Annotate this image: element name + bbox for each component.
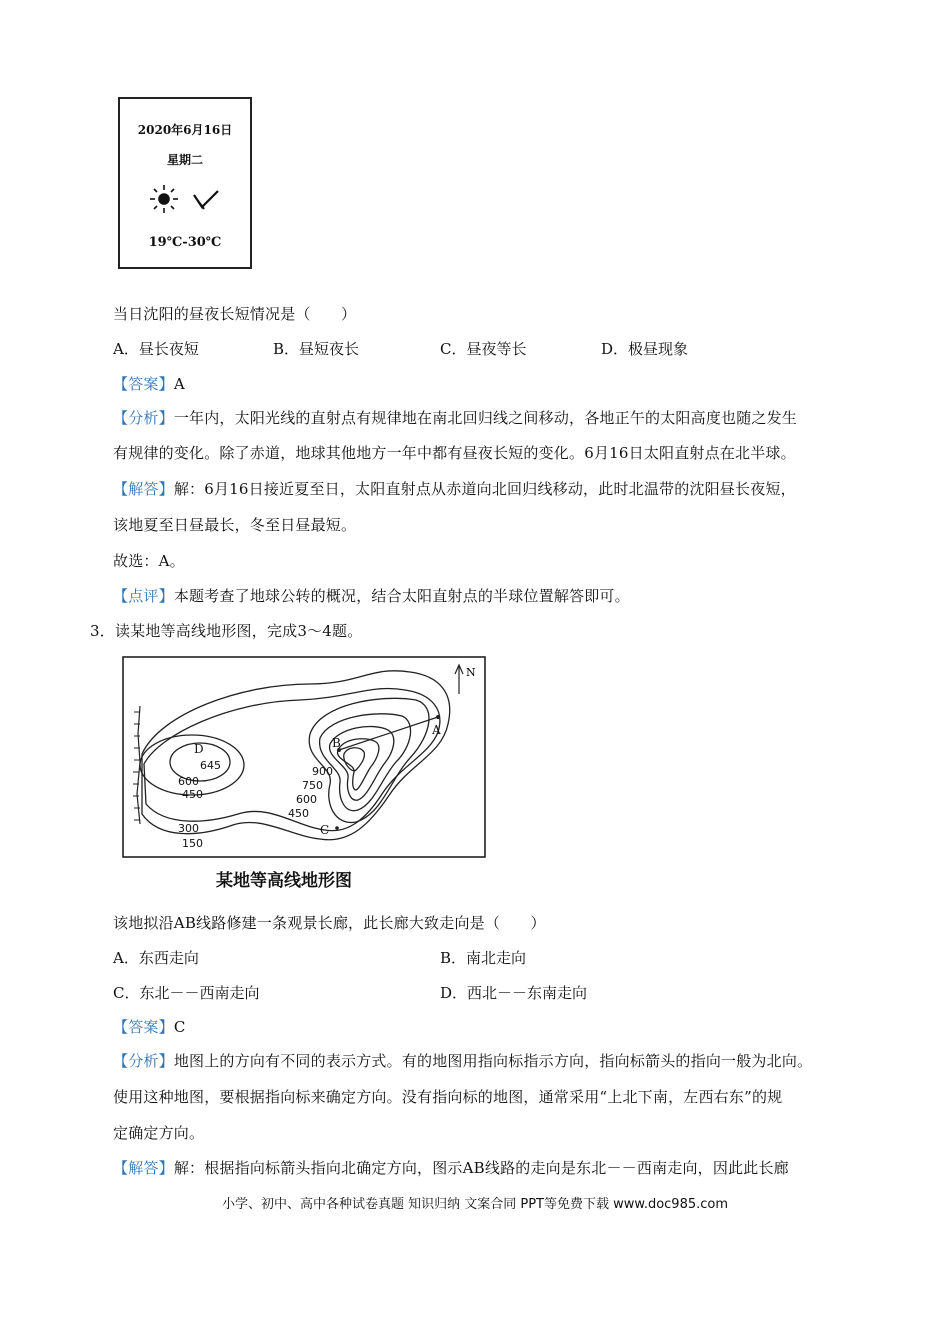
solution-tag: 【解答】 — [113, 1159, 174, 1177]
q3-analysis-line-2: 使用这种地图，要根据指向标来确定方向。没有指向标的地图，通常采用“上北下南，左西右东”的规 — [113, 1088, 783, 1106]
q3-question: 该地拟沿AB线路修建一条观景长廊，此长廊大致走向是（ ） — [113, 914, 546, 932]
q2-answer-line — [113, 374, 185, 394]
weather-date: 2020年6月16日 — [137, 123, 233, 137]
weather-weekday: 星期二 — [166, 153, 203, 167]
solution-tag: 【解答】 — [113, 480, 174, 498]
check-icon — [194, 191, 218, 209]
analysis-tag: 【分析】 — [113, 1052, 174, 1070]
q2-option-c: C．昼夜等长 — [440, 340, 527, 358]
north-label: N — [466, 666, 476, 679]
point-d-label: D — [194, 742, 204, 756]
q3-option-b: B．南北走向 — [440, 949, 527, 967]
q2-option-d: D．极昼现象 — [601, 340, 689, 358]
q3-option-a: A．东西走向 — [113, 949, 199, 967]
q3-option-c: C．东北－－西南走向 — [113, 984, 260, 1002]
contour-label: 150 — [182, 837, 203, 850]
contour-label: 750 — [302, 779, 323, 792]
sun-icon — [150, 185, 178, 213]
q2-solution-line-1 — [113, 479, 796, 499]
point-c-label: C — [320, 823, 330, 837]
contour-label: 600 — [178, 775, 199, 788]
q3-analysis-text-1: 地图上的方向有不同的表示方式。有的地图用指向标指示方向，指向标箭头的指向一般为北向。 — [173, 1052, 813, 1070]
q3-answer: C — [173, 1018, 186, 1036]
q3-analysis-line-1 — [113, 1051, 812, 1071]
q3-analysis-line-3: 定确定方向。 — [113, 1124, 205, 1142]
q3-answer-line — [113, 1017, 186, 1037]
contour-label: 450 — [182, 788, 203, 801]
q2-solution-text-1: 解：6月16日接近夏至日，太阳直射点从赤道向北回归线移动，此时北温带的沈阳昼长夜短， — [173, 480, 796, 498]
q3-solution-text-1: 解：根据指向标箭头指向北确定方向，图示AB线路的走向是东北－－西南走向，因此此长廊 — [173, 1159, 789, 1177]
q2-comment-line — [113, 586, 630, 606]
q2-choose: 故选：A。 — [113, 552, 185, 570]
q2-option-a: A．昼长夜短 — [113, 340, 199, 358]
comment-tag: 【点评】 — [113, 587, 174, 605]
q2-stem: 当日沈阳的昼夜长短情况是（ ） — [113, 305, 357, 323]
point-a-label: A — [432, 723, 441, 737]
contour-label: 600 — [296, 793, 317, 806]
q2-analysis-line-1 — [113, 408, 797, 428]
contour-label: 645 — [200, 759, 221, 772]
contour-map — [120, 654, 488, 860]
q2-analysis-line-2: 有规律的变化。除了赤道，地球其他地方一年中都有昼夜长短的变化。6月16日太阳直射点在北半球。 — [113, 444, 796, 462]
analysis-tag: 【分析】 — [113, 409, 174, 427]
contour-label: 900 — [312, 765, 333, 778]
q3-option-d: D．西北－－东南走向 — [440, 984, 588, 1002]
contour-label: 450 — [288, 807, 309, 820]
q2-option-b: B．昼短夜长 — [273, 340, 360, 358]
q2-analysis-text-1: 一年内，太阳光线的直射点有规律地在南北回归线之间移动，各地正午的太阳高度也随之发生 — [173, 409, 798, 427]
q3-solution-line-1 — [113, 1158, 789, 1178]
q2-comment-text: 本题考查了地球公转的概况，结合太阳直射点的半球位置解答即可。 — [173, 587, 630, 605]
point-b-label: B — [332, 736, 341, 750]
answer-tag: 【答案】 — [113, 1018, 174, 1036]
q2-answer: A — [173, 375, 185, 393]
q3-stem: 3．读某地等高线地形图，完成3～4题。 — [90, 622, 363, 640]
weather-card-image — [118, 97, 252, 269]
page-footer: 小学、初中、高中各种试卷真题 知识归纳 文案合同 PPT等免费下载 www.doc985.com — [221, 1197, 729, 1212]
weather-icons — [146, 181, 230, 221]
map-title: 某地等高线地形图 — [216, 871, 352, 891]
answer-tag: 【答案】 — [113, 375, 174, 393]
weather-temp: 19℃-30℃ — [148, 235, 222, 250]
contour-label: 300 — [178, 822, 199, 835]
q2-solution-line-2: 该地夏至日昼最长，冬至日昼最短。 — [113, 516, 357, 534]
